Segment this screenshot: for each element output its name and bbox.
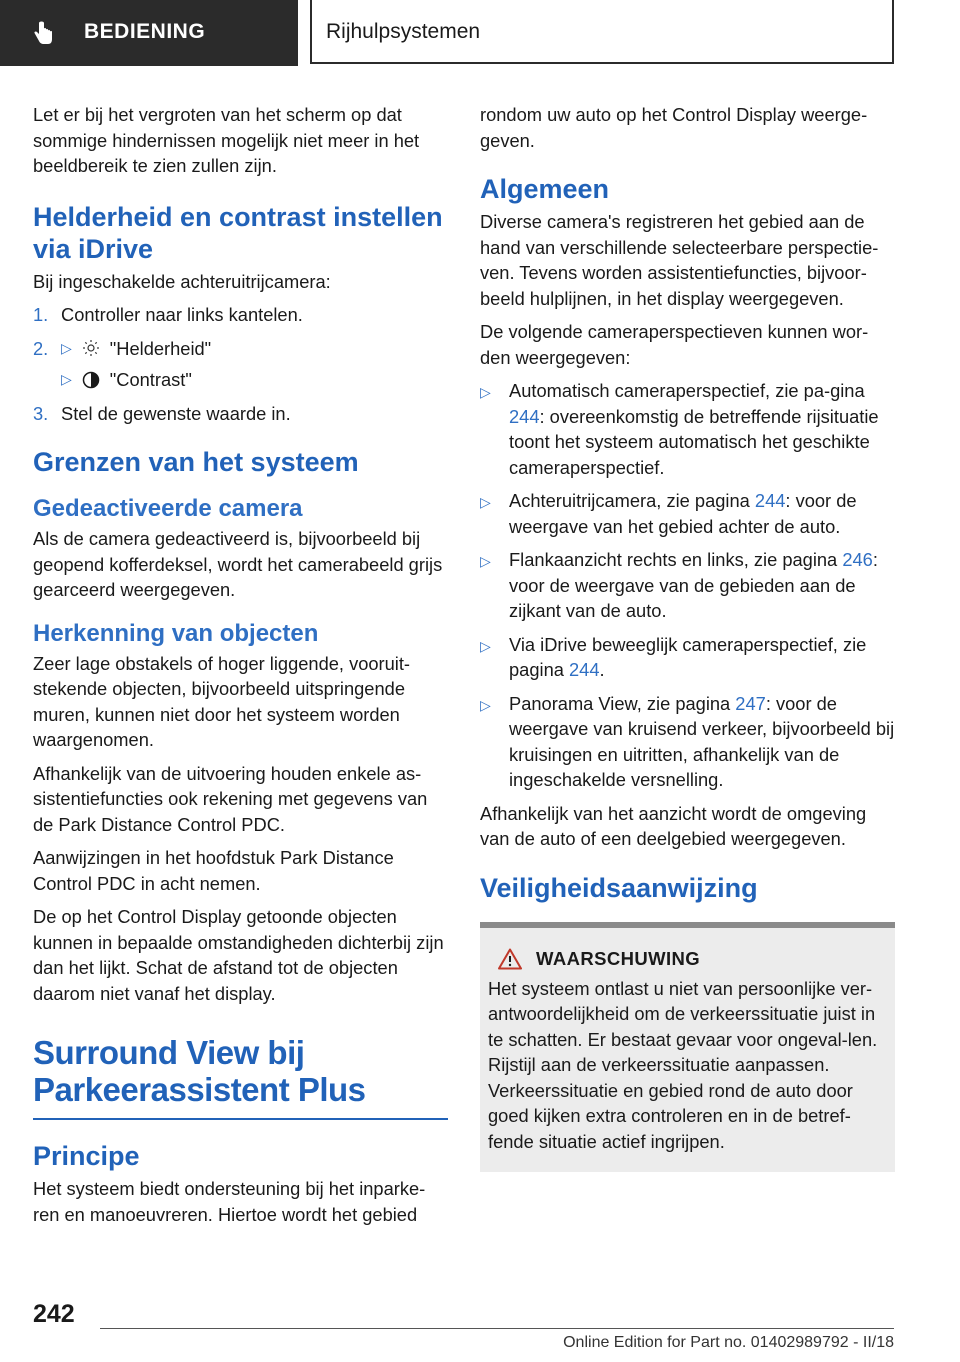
chapter-label: Rijhulpsystemen — [326, 20, 481, 43]
brightness-icon — [82, 339, 100, 357]
page-link[interactable]: 244 — [754, 490, 786, 511]
triangle-bullet-icon: ▷ — [480, 494, 491, 510]
warning-triangle-icon — [498, 948, 522, 970]
triangle-bullet-icon: ▷ — [480, 553, 491, 569]
item-text: : voor de weergave van de gebieden aan de zijkant van de auto. — [509, 549, 878, 621]
step-2 — [33, 336, 448, 393]
general-p3: Afhankelijk van het aanzicht wordt de omgeving van de auto of een deelgebied weergegeven. — [480, 802, 867, 849]
step-2-brightness — [61, 336, 448, 362]
section-tab — [0, 0, 298, 66]
item-text: : overeenkomstig de betreffende rijsituatie toont het systeem automatisch het geschikte cameraperspectief. — [509, 405, 879, 478]
item-text: Automatisch cameraperspectief, zie pa-gina — [509, 380, 865, 401]
triangle-bullet-icon: ▷ — [480, 384, 491, 400]
step-1 — [33, 302, 448, 328]
heading-principle: Principe — [33, 1141, 140, 1171]
list-item — [480, 547, 895, 624]
heading-limits: Grenzen van het systeem — [33, 447, 359, 477]
list-item — [480, 488, 895, 539]
step-3 — [33, 401, 448, 427]
heading-safety: Veiligheidsaanwijzing — [480, 872, 758, 903]
intro-paragraph: Let er bij het vergroten van het scherm op dat sommige hindernissen mogelijk niet meer in het beeldbereik te zien zullen zijn. — [33, 104, 420, 176]
item-text: : voor de weergave van kruisend verkeer, bijvoorbeeld bij kruisingen en uitritten, afhankelijk van de ingeschakelde versnelling. — [509, 692, 895, 790]
page-number: 242 — [33, 1300, 75, 1328]
general-p1: Diverse camera's registreren het gebied aan de hand van verschillende selecteerbare perspectie-ven. Tevens worden assistentiefuncties, bijvoor-beeld hulplijnen, in het display weergegeven. — [480, 211, 879, 309]
list-item — [480, 378, 895, 480]
right-column — [480, 102, 895, 1172]
item-text: Panorama View, zie pagina — [509, 692, 736, 714]
step-2-contrast-label: "Contrast" — [109, 369, 192, 390]
step-number: 2. — [33, 337, 49, 359]
brightness-lead: Bij ingeschakelde achteruitrijcamera: — [33, 270, 331, 292]
warning-header — [498, 948, 887, 970]
footer-divider — [100, 1328, 894, 1329]
item-text: . — [599, 659, 605, 680]
heading-general: Algemeen — [480, 174, 610, 204]
item-text: Achteruitrijcamera, zie pagina — [509, 490, 755, 511]
triangle-bullet-icon: ▷ — [480, 637, 491, 654]
heading-divider — [33, 1118, 448, 1120]
page-link[interactable]: 247 — [735, 692, 766, 714]
step-text: Stel de gewenste waarde in. — [61, 402, 291, 424]
triangle-bullet-icon: ▷ — [480, 696, 491, 713]
list-item — [480, 632, 895, 683]
step-2-brightness-label: "Helderheid" — [109, 337, 212, 359]
step-number: 1. — [33, 304, 49, 325]
item-text: : voor de weergave van het gebied achter de auto. — [509, 490, 857, 537]
page-link[interactable]: 246 — [842, 549, 873, 570]
chapter-tab — [310, 0, 894, 64]
heading-deactivated-camera: Gedeactiveerde camera — [33, 495, 303, 522]
step-text: Controller naar links kantelen. — [61, 304, 303, 325]
step-number: 3. — [33, 402, 49, 424]
recognition-p3: Aanwijzingen in het hoofdstuk Park Distance Control PDC in acht nemen. — [33, 847, 394, 894]
steps-list — [33, 302, 448, 426]
page-link[interactable]: 244 — [568, 659, 600, 680]
item-text: Via iDrive beweeglijk cameraperspectief, zie pagina — [509, 633, 867, 680]
recognition-p1: Zeer lage obstakels of hoger liggende, vooruit-stekende objecten, bijvoorbeeld uitspringende muren, kunnen niet door het systeem worden waargenomen. — [33, 652, 411, 750]
page-header — [0, 0, 960, 66]
triangle-bullet-icon: ▷ — [61, 339, 72, 356]
step-2-contrast — [61, 367, 448, 393]
triangle-bullet-icon: ▷ — [61, 371, 72, 387]
deactivated-text: Als de camera gedeactiveerd is, bijvoorbeeld bij geopend kofferdeksel, wordt het camerabeeld grijs gearceerd weergegeven. — [33, 528, 443, 600]
principle-text: Het systeem biedt ondersteuning bij het inparke-ren en manoeuvreren. Hiertoe wordt het gebied — [33, 1178, 426, 1225]
recognition-p4: De op het Control Display getoonde objecten kunnen in bepaalde omstandigheden dichterbij zijn dan het lijkt. Schat de afstand tot de objecten daarom niet vanaf het display. — [33, 906, 444, 1004]
warning-box — [480, 922, 895, 1173]
recognition-p2: Afhankelijk van de uitvoering houden enkele as-sistentiefuncties ook rekening met gegevens van de Park Distance Control PDC. — [33, 762, 428, 835]
heading-brightness: Helderheid en contrast instellen via iDrive — [33, 201, 443, 264]
left-column — [33, 102, 448, 1235]
hand-pointer-icon — [30, 20, 56, 46]
perspective-list — [480, 378, 895, 793]
contrast-icon — [82, 371, 100, 389]
item-text: Flankaanzicht rechts en links, zie pagina — [509, 549, 843, 570]
section-label: BEDIENING — [84, 20, 206, 43]
general-p2: De volgende cameraperspectieven kunnen wor-den weergegeven: — [480, 321, 869, 368]
list-item — [480, 691, 895, 793]
heading-surround-view: Surround View bij Parkeerassistent Plus — [33, 1034, 366, 1108]
warning-title: WAARSCHUWING — [536, 947, 701, 969]
edition-text: Online Edition for Part no. 01402989792 - II/18 — [563, 1334, 894, 1351]
continuation-text: rondom uw auto op het Control Display weerge-geven. — [480, 104, 868, 151]
heading-object-recognition: Herkenning van objecten — [33, 619, 319, 647]
page-link[interactable]: 244 — [509, 405, 540, 427]
warning-text: Het systeem ontlast u niet van persoonlijke ver-antwoordelijkheid om de verkeerssituatie juist in te schatten. Er bestaat gevaar voor ongeval-len. Rijstijl aan de verkeerssituatie aanpassen. Verkeerssituatie en gebied rond de auto door goed kijken extra controleren en in de betref-fende situatie actief ingrijpen. — [488, 977, 878, 1152]
